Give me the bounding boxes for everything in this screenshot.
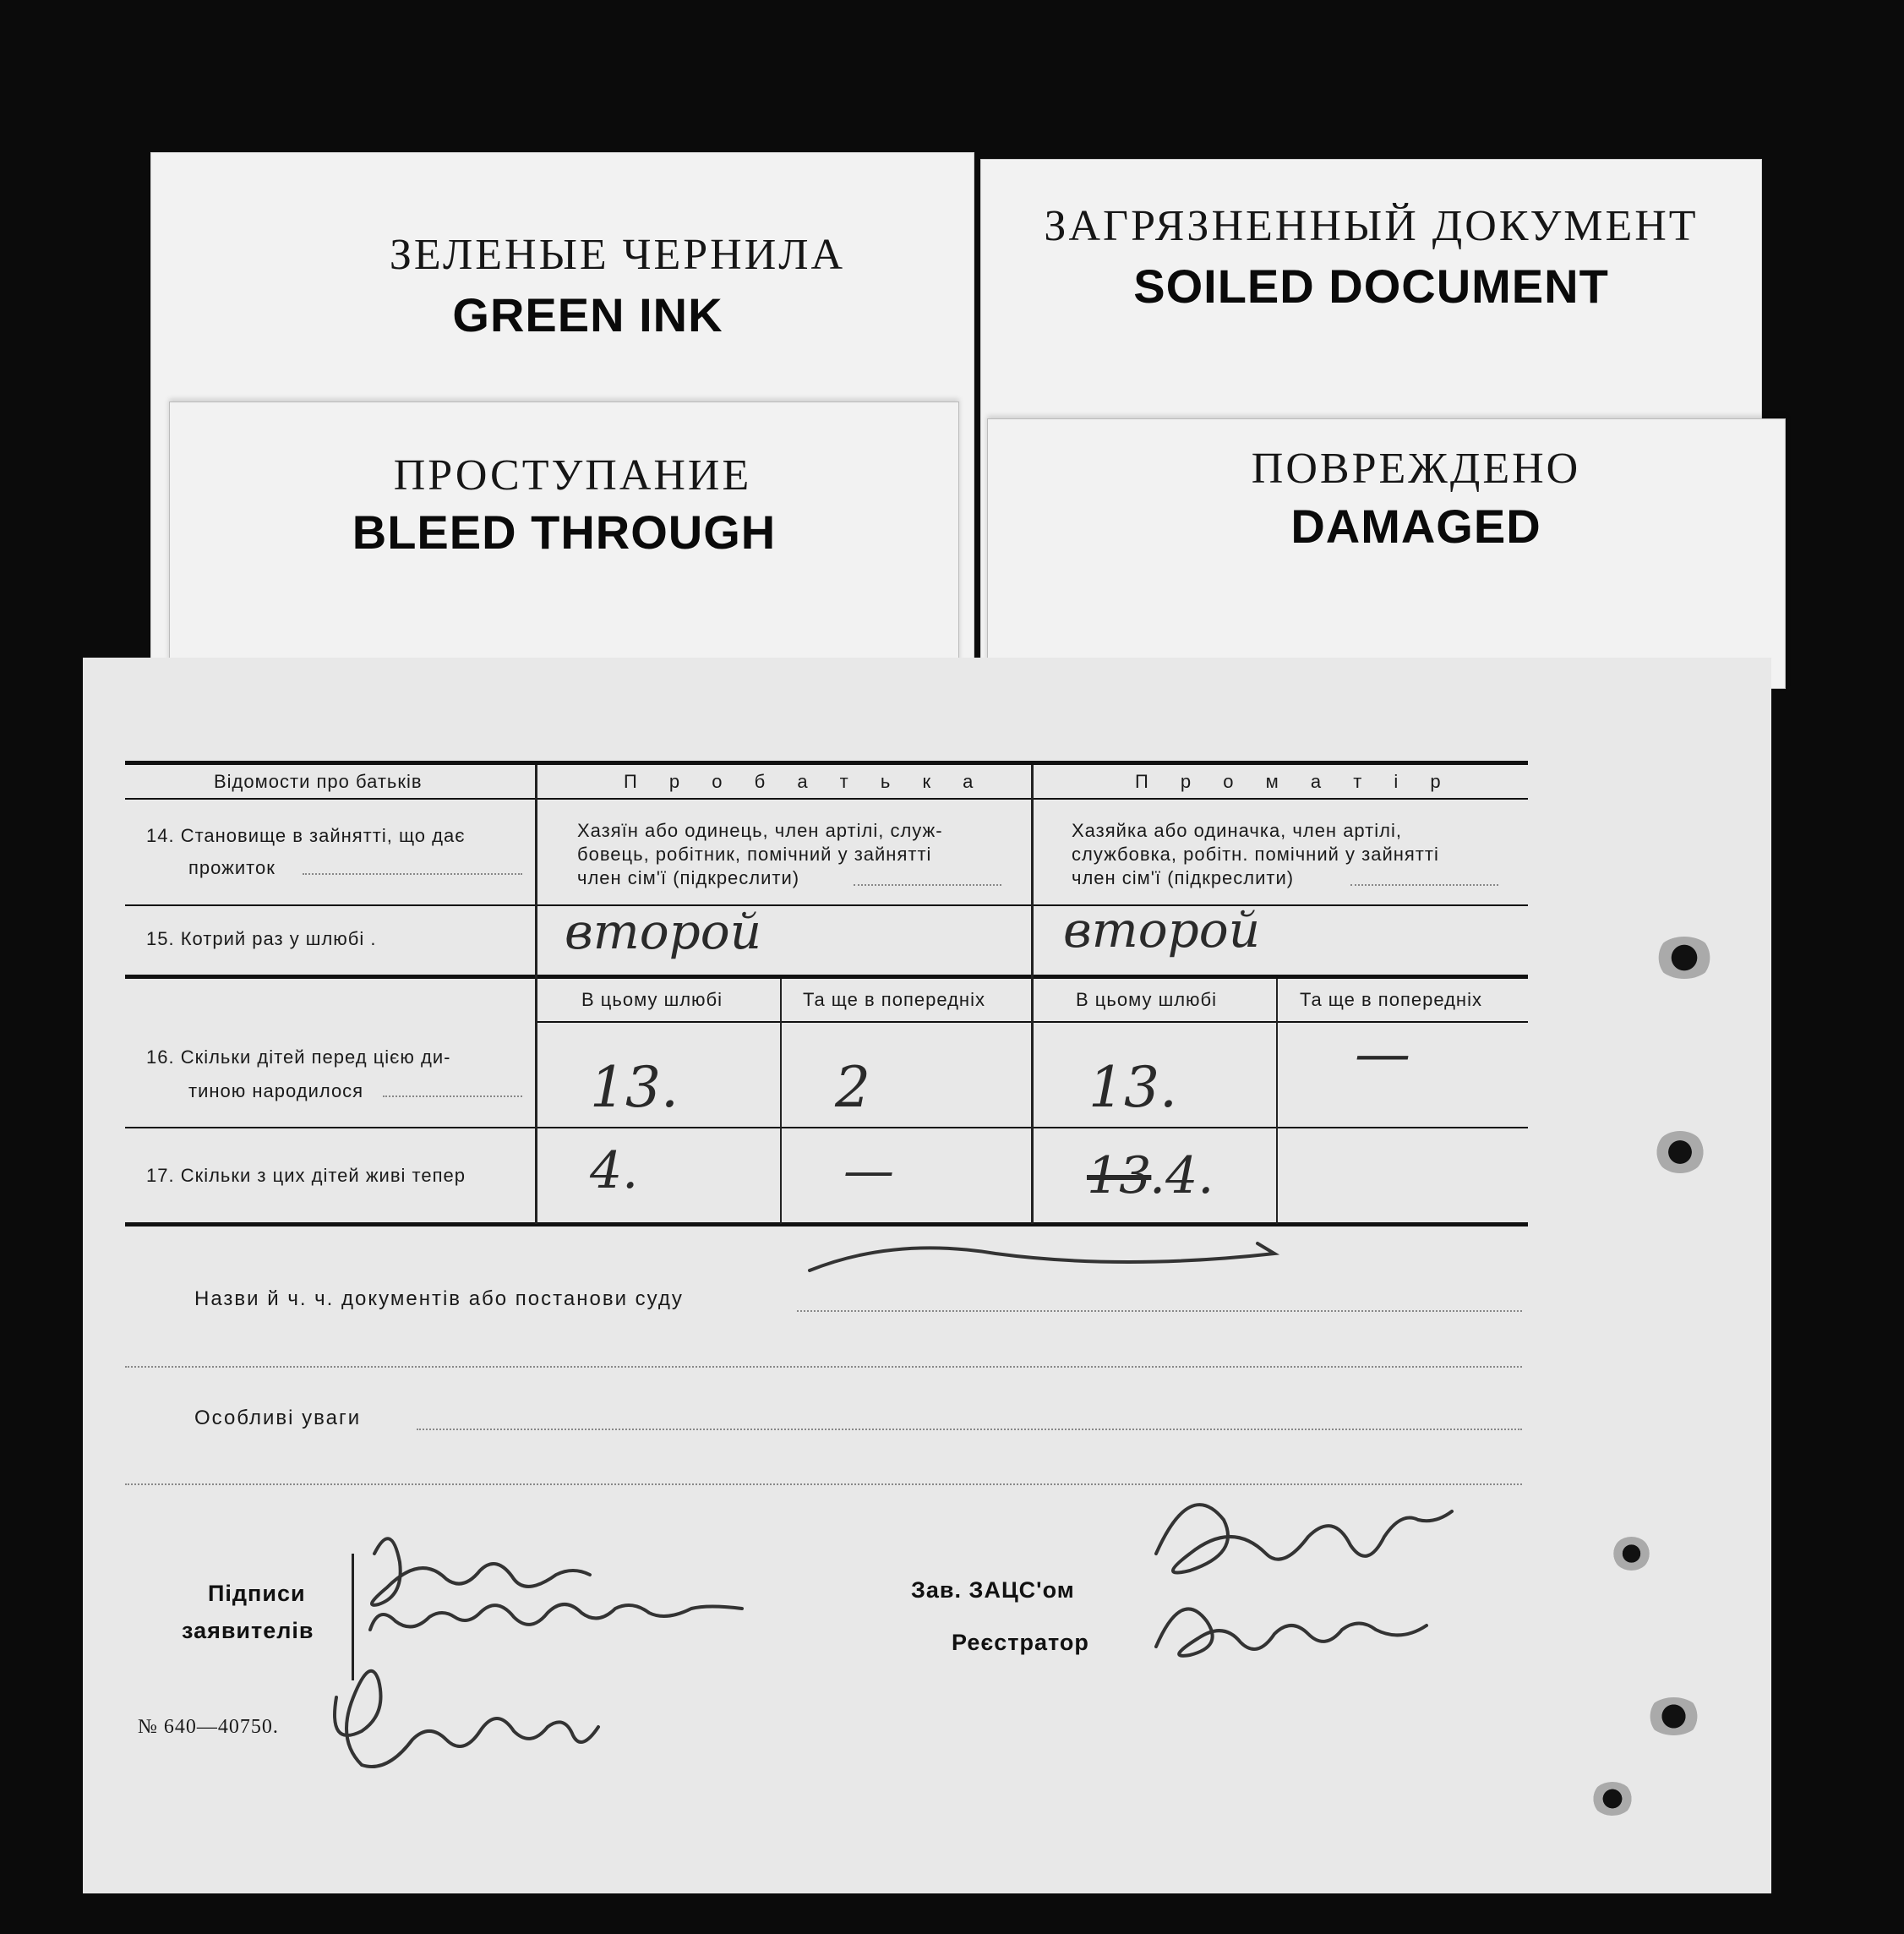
signature-head — [1156, 1505, 1452, 1572]
row14-father-3: член сім'ї (підкреслити) — [577, 867, 800, 888]
damage-hole-4 — [1646, 1697, 1701, 1735]
row14-father-1: Хазяїн або одинець, член артілі, служ- — [577, 820, 943, 841]
subheader-father-this: В цьому шлюбі — [581, 989, 723, 1010]
bleed-en: BLEED THROUGH — [352, 505, 777, 559]
rule-14 — [125, 904, 1528, 906]
subheader-father-prev: Та ще в попередніх — [803, 989, 985, 1010]
documents-flourish — [810, 1243, 1274, 1270]
row16-father-this: 13. — [590, 1055, 679, 1120]
row16-label-1: 16. Скільки дітей перед цією ди- — [146, 1046, 451, 1068]
form-number: № 640—40750. — [138, 1716, 279, 1738]
remarks-label: Особливі уваги — [194, 1407, 362, 1429]
subheader-mother-prev: Та ще в попередніх — [1300, 989, 1482, 1010]
header-mother: П р о м а т і р — [1135, 771, 1454, 792]
signatures-label-2: заявителів — [182, 1618, 314, 1643]
col-line-3 — [780, 979, 782, 1224]
soiled-en: SOILED DOCUMENT — [1133, 260, 1609, 313]
row16-label-dots — [383, 1095, 522, 1097]
row14-label-1: 14. Становище в зайнятті, що дає — [146, 825, 466, 846]
signature-registrar — [1156, 1609, 1427, 1655]
header-father: П р о б а т ь к а — [624, 771, 987, 792]
registrar-label: Реєстратор — [952, 1630, 1089, 1655]
bleed-ru: ПРОСТУПАНИЕ — [393, 451, 752, 500]
header-parents-info: Відомости про батьків — [214, 771, 423, 792]
row16-label-2: тиною народилося — [188, 1080, 364, 1101]
damaged-en: DAMAGED — [1290, 500, 1541, 553]
rule-header — [125, 798, 1528, 800]
signatures-label-1: Підписи — [208, 1581, 306, 1606]
row17-label: 17. Скільки з цих дітей живі тепер — [146, 1165, 466, 1186]
row15-father-handwriting: второй — [565, 903, 762, 960]
row14-mother-3: член сім'ї (підкреслити) — [1072, 867, 1295, 888]
remarks-dots-1 — [417, 1429, 1522, 1430]
remarks-dots-2 — [125, 1483, 1522, 1485]
rule-16 — [125, 1127, 1528, 1128]
rule-15 — [125, 975, 1528, 979]
signature-applicant-3 — [335, 1671, 598, 1767]
rule-bottom — [125, 1222, 1528, 1227]
rule-top — [125, 761, 1528, 765]
damaged-ru: ПОВРЕЖДЕНО — [1251, 445, 1581, 493]
col-line-1 — [535, 765, 537, 1224]
row17-mother-struck: 13 — [1087, 1146, 1152, 1205]
signature-brace — [352, 1554, 354, 1680]
documents-label: Назви й ч. ч. документів або постанови суду — [194, 1287, 684, 1310]
row14-mother-dots — [1350, 884, 1498, 886]
row16-mother-this: 13. — [1088, 1055, 1177, 1120]
soiled-ru: ЗАГРЯЗНЕННЫЙ ДОКУМЕНТ — [1044, 202, 1699, 250]
row14-label-dots — [303, 873, 522, 875]
col-line-4 — [1276, 979, 1278, 1224]
row15-mother-handwriting: второй — [1063, 901, 1261, 959]
bleed-through-card — [169, 402, 959, 680]
signature-applicant-1 — [372, 1538, 590, 1605]
col-line-2 — [1031, 765, 1034, 1224]
damage-hole-1 — [1655, 937, 1714, 979]
registration-form — [83, 658, 1771, 1893]
row15-label: 15. Котрий раз у шлюбі . — [146, 928, 377, 949]
documents-dots-2 — [125, 1366, 1522, 1368]
row16-father-prev: 2 — [835, 1055, 870, 1120]
row16-mother-prev: — — [1355, 1021, 1410, 1086]
green-ink-en: GREEN INK — [452, 288, 723, 341]
row14-father-dots — [854, 884, 1001, 886]
row17-mother-this: .4. — [1149, 1146, 1214, 1205]
documents-dots-1 — [797, 1310, 1522, 1312]
damage-hole-2 — [1655, 1131, 1705, 1173]
signature-applicant-2 — [370, 1604, 742, 1630]
row17-father-prev: — — [843, 1141, 894, 1200]
subheader-mother-this: В цьому шлюбі — [1076, 989, 1218, 1010]
green-ink-ru: ЗЕЛЕНЫЕ ЧЕРНИЛА — [389, 231, 846, 279]
row14-father-2: бовець, робітник, помічний у зайнятті — [577, 844, 932, 865]
row14-label-2: прожиток — [188, 857, 276, 878]
damage-hole-3 — [1612, 1537, 1650, 1571]
damage-hole-5 — [1591, 1782, 1634, 1816]
row14-mother-1: Хазяйка або одиначка, член артілі, — [1072, 820, 1402, 841]
row14-mother-2: службовка, робітн. помічний у зайнятті — [1072, 844, 1439, 865]
row17-father-this: 4. — [590, 1141, 639, 1200]
head-label: Зав. ЗАЦС'ом — [911, 1577, 1075, 1603]
damaged-card — [987, 418, 1786, 689]
